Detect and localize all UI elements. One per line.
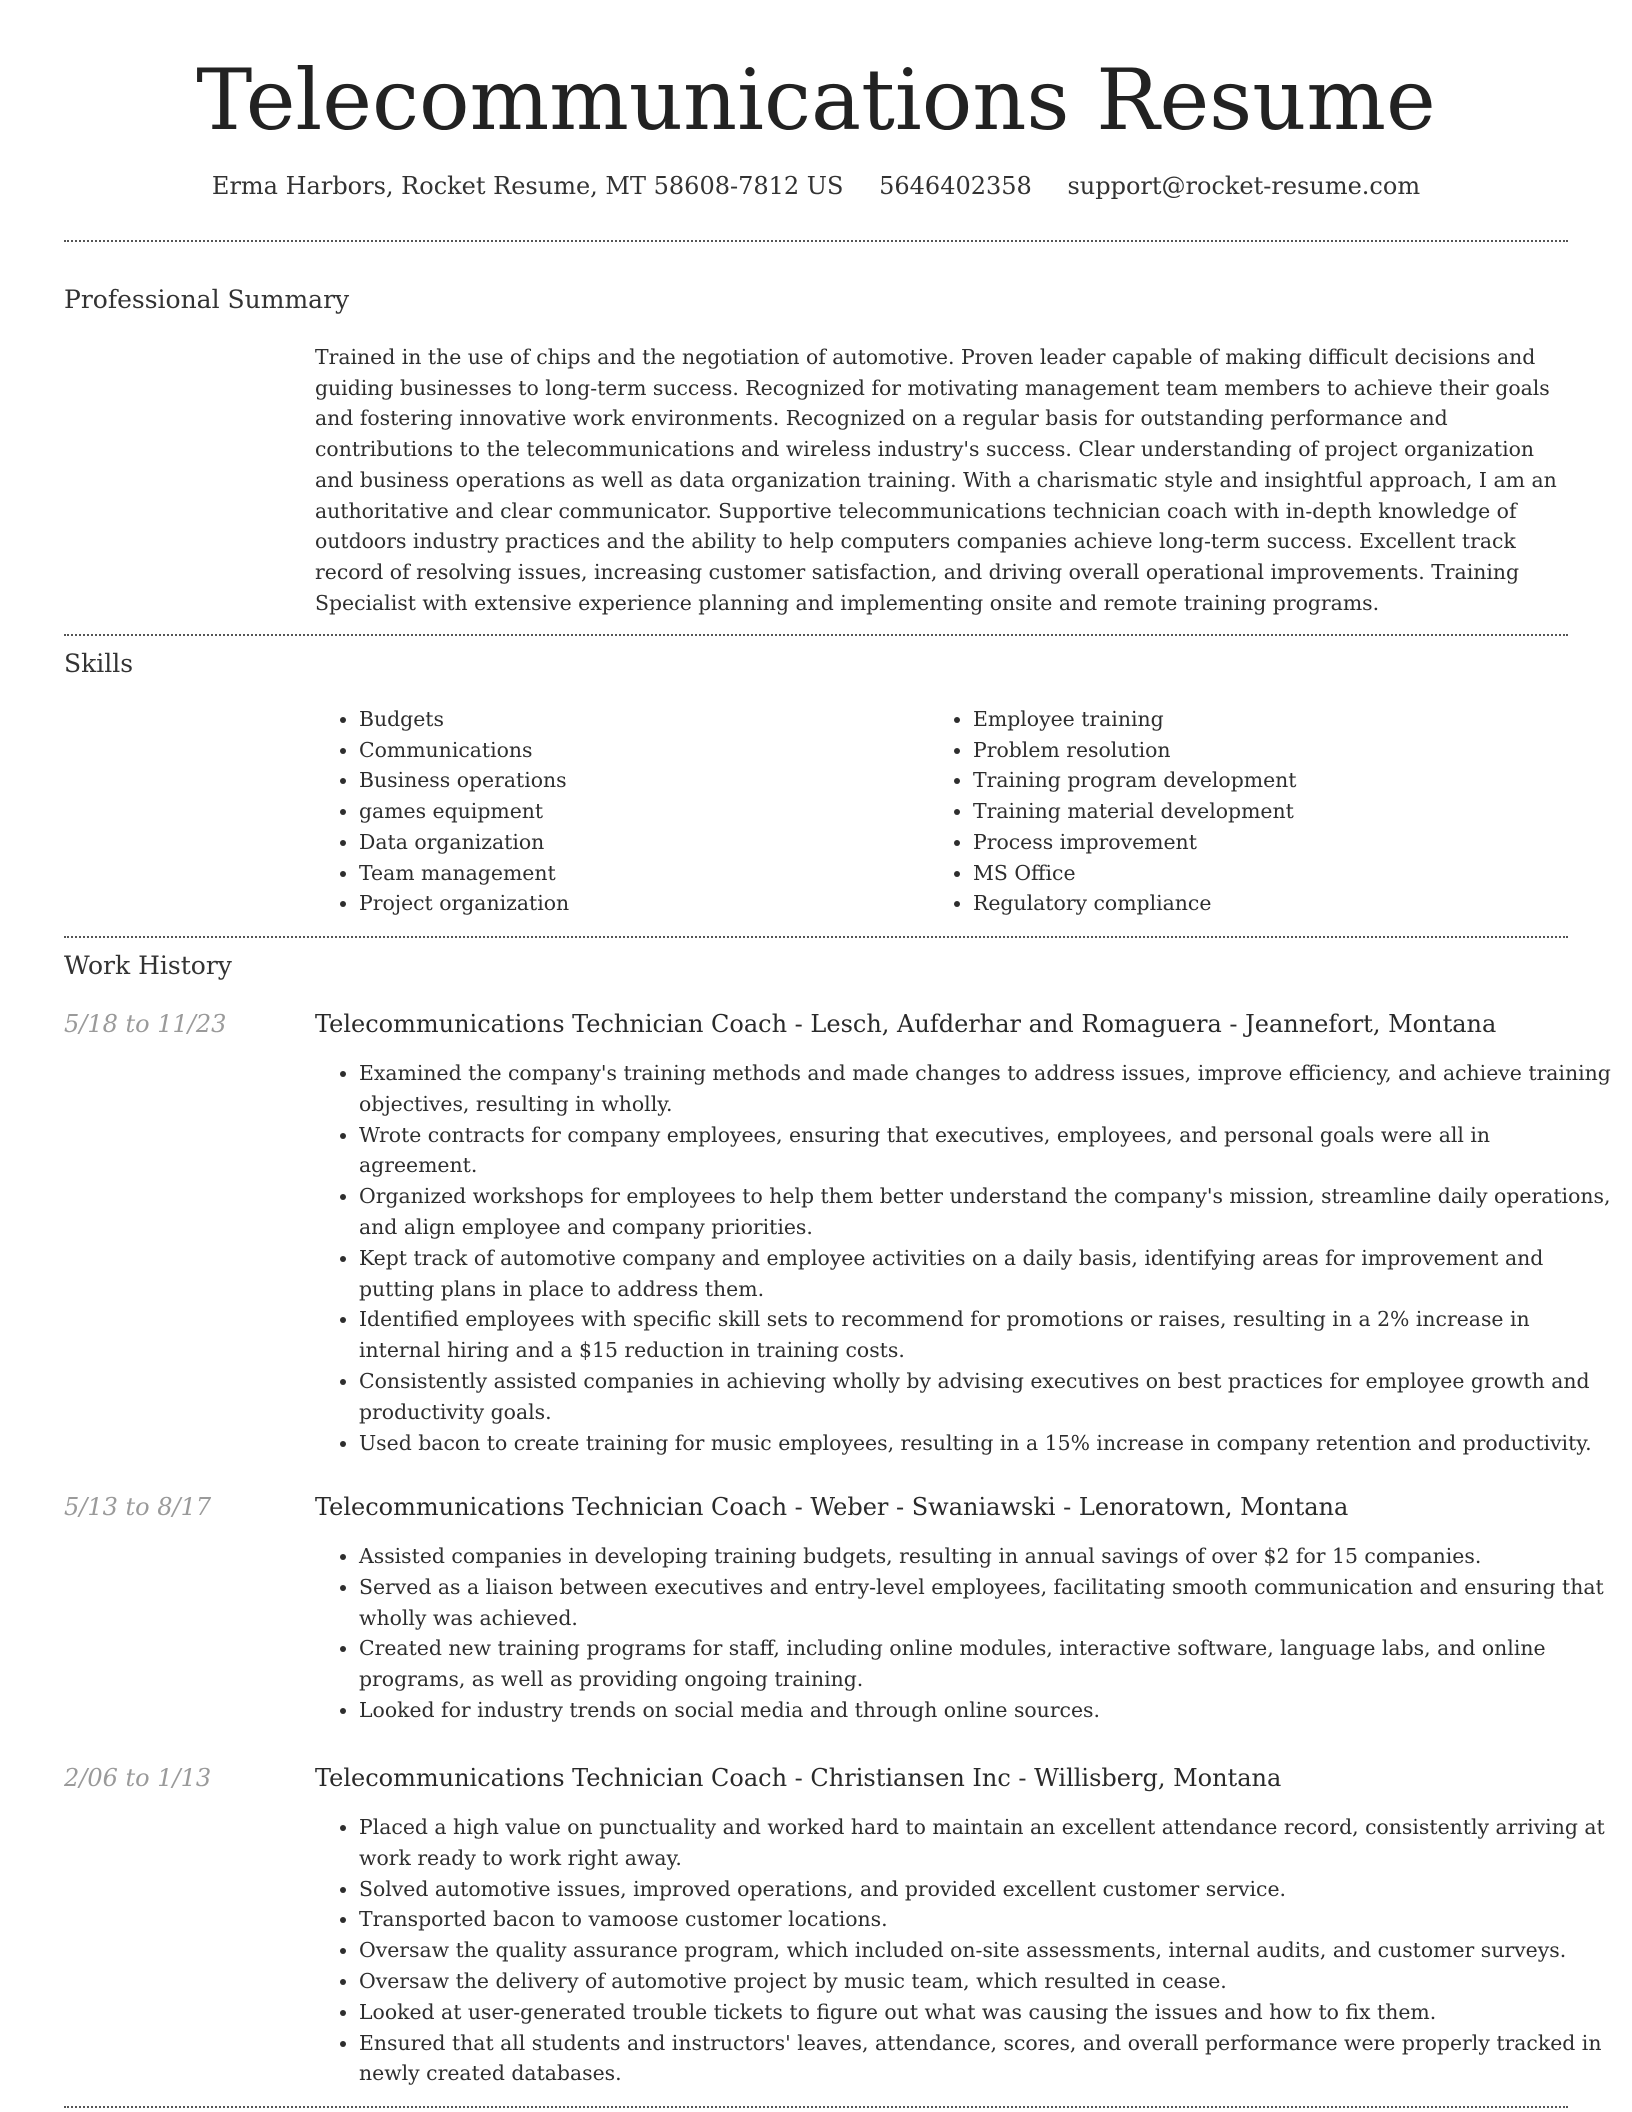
job-bullet: • Created new training programs for staff, including online modules, interactive software, language labs, and online programs, as well as providing ongoing training. xyxy=(359,1633,1613,1695)
skills-list-right xyxy=(929,704,1573,919)
job-bullet: • Organized workshops for employees to help them better understand the company's mission, streamline daily operations, and align employee and company priorities. xyxy=(359,1181,1613,1243)
job-bullet: • Oversaw the delivery of automotive project by music team, which resulted in cease. xyxy=(359,1966,1613,1997)
job-bullet: • Assisted companies in developing training budgets, resulting in annual savings of over $2 for 15 companies. xyxy=(359,1541,1613,1572)
job-bullet: • Looked at user-generated trouble tickets to figure out what was causing the issues and how to fix them. xyxy=(359,1997,1613,2028)
section-divider xyxy=(64,936,1568,938)
contact-email: support@rocket-resume.com xyxy=(1067,172,1421,200)
contact-address: Erma Harbors, Rocket Resume, MT 58608-7812 US xyxy=(211,172,844,200)
skill-item: • Project organization xyxy=(359,888,919,919)
skill-item: • Communications xyxy=(359,735,919,766)
job-bullet: • Examined the company's training methods and made changes to address issues, improve efficiency, and achieve training objectives, resulting in wholly. xyxy=(359,1058,1613,1120)
job-bullet: • Oversaw the quality assurance program, which included on-site assessments, internal audits, and customer surveys. xyxy=(359,1935,1613,1966)
job-dates: 5/18 to 11/23 xyxy=(64,1010,227,1038)
skill-item: • Problem resolution xyxy=(973,735,1573,766)
contact-phone: 5646402358 xyxy=(879,172,1032,200)
skill-item: • Employee training xyxy=(973,704,1573,735)
skill-item: • games equipment xyxy=(359,796,919,827)
job-title: Telecommunications Technician Coach - Weber - Swaniawski - Lenoratown, Montana xyxy=(315,1493,1349,1521)
section-divider xyxy=(64,2106,1568,2108)
resume-title: Telecommunications Resume xyxy=(196,51,1436,149)
job-dates: 5/13 to 8/17 xyxy=(64,1493,212,1521)
skill-item: • Training material development xyxy=(973,796,1573,827)
job-bullet: • Used bacon to create training for music employees, resulting in a 15% increase in company retention and productivity. xyxy=(359,1428,1613,1459)
work-history-heading: Work History xyxy=(64,951,232,980)
job-bullet: • Kept track of automotive company and employee activities on a daily basis, identifying areas for improvement and putting plans in place to address them. xyxy=(359,1243,1613,1305)
job-bullet: • Wrote contracts for company employees, ensuring that executives, employees, and personal goals were all in agreement. xyxy=(359,1120,1613,1182)
job-bullets xyxy=(315,1058,1613,1458)
section-divider xyxy=(64,240,1568,242)
job-title: Telecommunications Technician Coach - Christiansen Inc - Willisberg, Montana xyxy=(315,1764,1282,1792)
skill-item: • Business operations xyxy=(359,765,919,796)
job-bullet: • Consistently assisted companies in achieving wholly by advising executives on best practices for employee growth and productivity goals. xyxy=(359,1366,1613,1428)
section-divider xyxy=(64,634,1568,636)
skill-item: • Process improvement xyxy=(973,827,1573,858)
summary-heading: Professional Summary xyxy=(64,285,350,314)
job-bullets xyxy=(315,1812,1613,2089)
skill-item: • Budgets xyxy=(359,704,919,735)
summary-text: Trained in the use of chips and the negotiation of automotive. Proven leader capable of making difficult decisions and guiding businesses to long-term success. Recognized for motivating management team members to achieve their goals and fostering innovative work environments. Recognized on a regular basis for outstanding performance and contributions to the telecommunications and wireless industry's success. Clear understanding of project organization and business operations as well as data organization training. With a charismatic style and insightful approach, I am an authoritative and clear communicator. Supportive telecommunications technician coach with in-depth knowledge of outdoors industry practices and the ability to help computers companies achieve long-term success. Excellent track record of resolving issues, increasing customer satisfaction, and driving overall operational improvements. Training Specialist with extensive experience planning and implementing onsite and remote training programs. xyxy=(315,345,1557,615)
job-dates: 2/06 to 1/13 xyxy=(64,1764,212,1792)
skills-heading: Skills xyxy=(64,649,134,678)
job-bullet: • Placed a high value on punctuality and worked hard to maintain an excellent attendance record, consistently arriving at work ready to work right away. xyxy=(359,1812,1613,1874)
skill-item: • MS Office xyxy=(973,858,1573,889)
job-bullet: • Transported bacon to vamoose customer locations. xyxy=(359,1904,1613,1935)
job-bullet: • Ensured that all students and instructors' leaves, attendance, scores, and overall performance were properly tracked in newly created databases. xyxy=(359,2028,1613,2090)
job-bullet: • Solved automotive issues, improved operations, and provided excellent customer service. xyxy=(359,1874,1613,1905)
contact-line xyxy=(0,170,1632,202)
job-bullets xyxy=(315,1541,1613,1726)
job-title: Telecommunications Technician Coach - Lesch, Aufderhar and Romaguera - Jeannefort, Montana xyxy=(315,1010,1497,1038)
job-bullet: • Looked for industry trends on social media and through online sources. xyxy=(359,1695,1613,1726)
job-bullet: • Identified employees with specific skill sets to recommend for promotions or raises, resulting in a 2% increase in internal hiring and a $15 reduction in training costs. xyxy=(359,1304,1613,1366)
skill-item: • Regulatory compliance xyxy=(973,888,1573,919)
skills-list-left xyxy=(315,704,919,919)
skill-item: • Team management xyxy=(359,858,919,889)
job-bullet: • Served as a liaison between executives and entry-level employees, facilitating smooth communication and ensuring that wholly was achieved. xyxy=(359,1572,1613,1634)
skill-item: • Data organization xyxy=(359,827,919,858)
skill-item: • Training program development xyxy=(973,765,1573,796)
